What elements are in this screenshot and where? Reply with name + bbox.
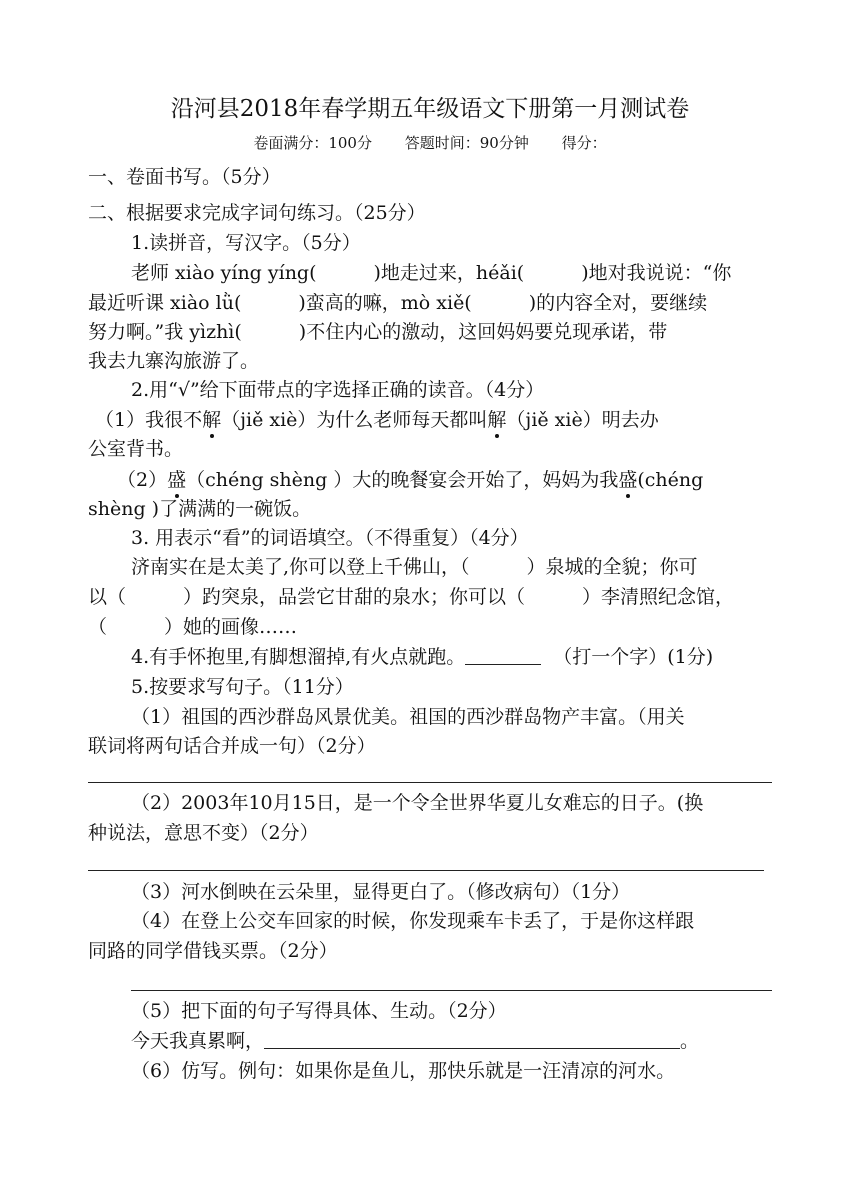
q2-2-text-e: (chéng xyxy=(637,469,704,491)
q1-line-2: 最近听课 xiào lǜ( )蛮高的嘛，mò xiě( )的内容全对，要继续 xyxy=(88,292,708,314)
time-text: 答题时间：90分钟 xyxy=(404,134,529,152)
q5-1-line-b: 联词将两句话合并成一句）（2分） xyxy=(88,735,376,757)
q1-title: 1.读拼音，写汉字。（5分） xyxy=(131,232,361,254)
q2-item-2 xyxy=(117,465,703,495)
q5-4-answer-line[interactable] xyxy=(131,990,772,991)
q5-6-line: （6）仿写。例句：如果你是鱼儿，那快乐就是一汪清凉的河水。 xyxy=(131,1060,676,1082)
exam-meta xyxy=(0,131,860,155)
q5-4-line-a: （4）在登上公交车回家的时候，你发现乘车卡丢了，于是你这样跟 xyxy=(131,910,695,932)
q2-item-2-cont: shèng )了满满的一碗饭。 xyxy=(88,498,312,520)
q2-1-text-e: （jiě xiè）明去办 xyxy=(506,409,659,431)
section-1-heading: 一、卷面书写。（5分） xyxy=(88,166,281,188)
dotted-char: 解 xyxy=(202,405,221,435)
q5-5-line: （5）把下面的句子写得具体、生动。（2分） xyxy=(131,1000,507,1022)
q1-line-3: 努力啊。”我 yìzhì( )不住内心的激动，这回妈妈要兑现承诺，带 xyxy=(88,321,668,343)
q5-2-line-b: 种说法，意思不变）（2分） xyxy=(88,822,319,844)
q5-title: 5.按要求写句子。（11分） xyxy=(131,676,354,698)
q2-1-text-c: （jiě xiè）为什么老师每天都叫 xyxy=(221,409,488,431)
q3-line-2: 以（ ）趵突泉，品尝它甘甜的泉水；你可以（ ）李清照纪念馆， xyxy=(88,586,735,608)
dotted-char: 解 xyxy=(487,405,506,435)
q2-2-text-a: （2） xyxy=(117,469,168,491)
q4-riddle xyxy=(131,642,713,672)
q5-5-sentence xyxy=(131,1026,699,1056)
score-field[interactable]: 得分： xyxy=(561,134,607,152)
q5-1-line-a: （1）祖国的西沙群岛风景优美。祖国的西沙群岛物产丰富。（用关 xyxy=(131,706,685,728)
q3-line-1: 济南实在是太美了,你可以登上千佛山，（ ）泉城的全貌；你可 xyxy=(131,556,698,578)
q5-5-sentence-end: 。 xyxy=(680,1030,700,1052)
full-score-text: 卷面满分：100分 xyxy=(253,134,372,152)
q3-line-3: （ ）她的画像…… xyxy=(88,616,298,638)
q3-title: 3. 用表示“看”的词语填空。（不得重复）（4分） xyxy=(131,527,529,549)
q2-1-text-a: （1）我很不 xyxy=(95,409,203,431)
q4-text: 4.有手怀抱里,有脚想溜掉,有火点就跑。 xyxy=(131,646,466,668)
q5-5-sentence-start: 今天我真累啊， xyxy=(131,1030,265,1052)
section-2-heading: 二、根据要求完成字词句练习。（25分） xyxy=(88,202,426,224)
page-title: 沿河县2018年春学期五年级语文下册第一月测试卷 xyxy=(170,96,690,122)
q2-2-text-c: （chéng shèng ）大的晚餐宴会开始了，妈妈为我 xyxy=(186,469,619,491)
q4-answer-blank[interactable] xyxy=(465,644,541,665)
q1-line-4: 我去九寨沟旅游了。 xyxy=(88,350,260,372)
q5-3-line: （3）河水倒映在云朵里，显得更白了。（修改病句）（1分） xyxy=(131,881,631,903)
q2-item-1-cont: 公室背书。 xyxy=(88,438,184,460)
q4-hint: （打一个字）(1分) xyxy=(553,646,714,668)
q5-2-answer-line[interactable] xyxy=(88,870,764,871)
q2-title: 2.用“√”给下面带点的字选择正确的读音。（4分） xyxy=(131,379,545,401)
q5-4-line-b: 同路的同学借钱买票。（2分） xyxy=(88,940,338,962)
q5-1-answer-line[interactable] xyxy=(88,782,772,783)
q5-2-line-a: （2）2003年10月15日，是一个令全世界华夏儿女难忘的日子。(换 xyxy=(131,792,704,814)
q1-line-1: 老师 xiào yíng yíng( )地走过来，héǎi( )地对我说说：“你 xyxy=(131,262,732,284)
q2-item-1 xyxy=(95,405,659,435)
q5-5-answer-blank[interactable] xyxy=(264,1028,680,1049)
dotted-char: 盛 xyxy=(167,465,186,495)
dotted-char: 盛 xyxy=(618,465,637,495)
